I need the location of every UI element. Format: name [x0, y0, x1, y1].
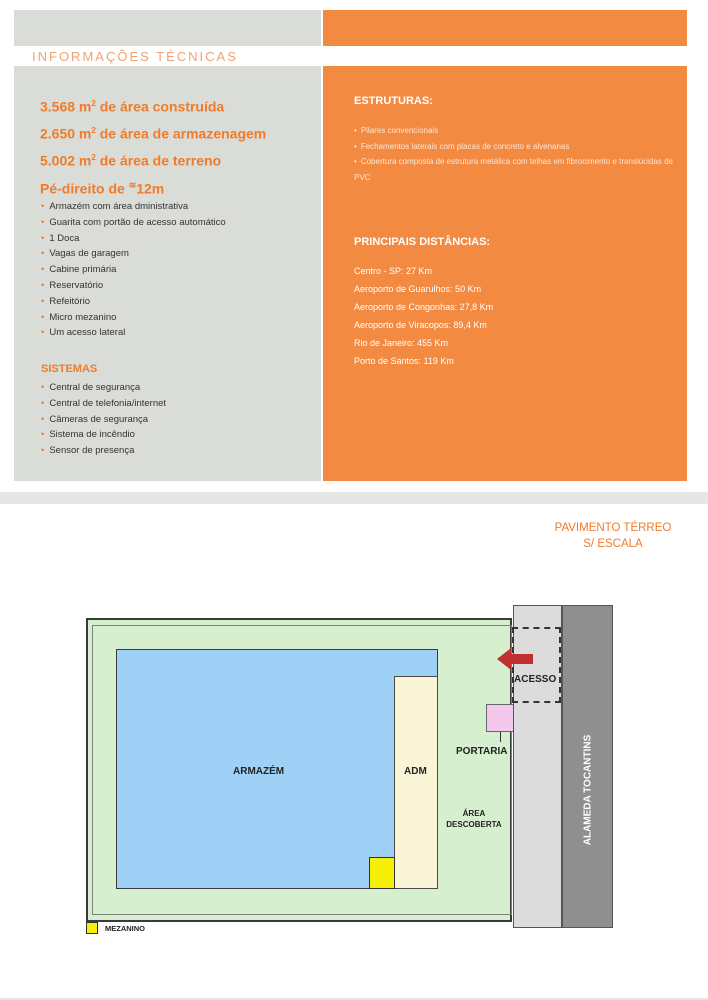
list-item: Aeroporto de Viracopos: 89,4 Km [354, 320, 487, 330]
area-built: 3.568 $m^2$ de área construída [40, 98, 225, 115]
list-item: Centro - SP: 27 Km [354, 266, 433, 276]
list-item: • Central de segurança [41, 380, 166, 396]
access-label: ACESSO [514, 674, 557, 685]
header-band-grey [14, 10, 321, 46]
list-item: • Pilares convencionais [354, 123, 674, 139]
list-item: • Um acesso lateral [41, 325, 226, 341]
systems-list [41, 380, 166, 459]
systems-title: SISTEMAS [41, 363, 98, 375]
list-item: • Cabine primária [41, 262, 226, 278]
list-item: • Refeitório [41, 294, 226, 310]
street-label: ALAMEDA TOCANTINS [582, 734, 594, 846]
gatehouse-area [486, 704, 514, 732]
floor-plan-title-line1: PAVIMENTO TÉRREO [554, 522, 672, 534]
list-item: Aeroporto de Guarulhos: 50 Km [354, 284, 482, 294]
mezzanine-legend-label: MEZANINO [105, 924, 145, 933]
list-item: • Câmeras de segurança [41, 412, 166, 428]
mezzanine-legend-swatch [86, 922, 98, 934]
header-band-orange [323, 10, 687, 46]
list-item: • Cobertura composta de estrutura metálica com telhas em fibrocimento e translúcidas de PVC [354, 154, 674, 185]
list-item: • Sensor de presença [41, 443, 166, 459]
list-item: • 1 Doca [41, 231, 226, 247]
list-item: • Fechamentos laterais com placas de concreto e alvenarias [354, 139, 674, 155]
list-item: • Sistema de incêndio [41, 427, 166, 443]
floor-plan-title [520, 520, 706, 552]
open-area-label: ÁREA DESCOBERTA [446, 809, 502, 829]
list-item: • Central de telefonia/internet [41, 396, 166, 412]
gatehouse-leader-line [500, 732, 501, 742]
structures-list [354, 123, 674, 185]
distances-list [354, 262, 493, 370]
mezzanine-area [369, 857, 395, 889]
adm-area [394, 676, 438, 889]
structures-title: ESTRUTURAS: [354, 95, 433, 107]
list-item: Rio de Janeiro: 455 Km [354, 338, 449, 348]
features-list [41, 199, 226, 341]
technical-info-title: INFORMAÇÕES TÉCNICAS [32, 49, 238, 64]
floor-plan-title-line2: S/ ESCALA [583, 538, 643, 550]
list-item: • Reservatório [41, 278, 226, 294]
warehouse-label: ARMAZÉM [233, 766, 285, 777]
area-storage: 2.650 $m^2$ de área de armazenagem [40, 125, 267, 142]
list-item: Aeroporto de Congonhas: 27,8 Km [354, 302, 494, 312]
list-item: • Armazém com área dministrativa [41, 199, 226, 215]
list-item: • Micro mezanino [41, 310, 226, 326]
adm-label: ADM [404, 766, 427, 777]
gatehouse-label: PORTARIA [456, 746, 508, 757]
area-land: 5.002 $m^2$ de área de terreno [40, 152, 222, 169]
area-summary [40, 92, 266, 202]
distances-title: PRINCIPAIS DISTÂNCIAS: [354, 236, 491, 248]
list-item: Porto de Santos: 119 Km [354, 356, 454, 366]
list-item: • Vagas de garagem [41, 246, 226, 262]
list-item: • Guarita com portão de acesso automático [41, 215, 226, 231]
arrow-left-icon [497, 648, 535, 670]
ceiling-height: Pé-direito de ≅12m [40, 180, 165, 198]
